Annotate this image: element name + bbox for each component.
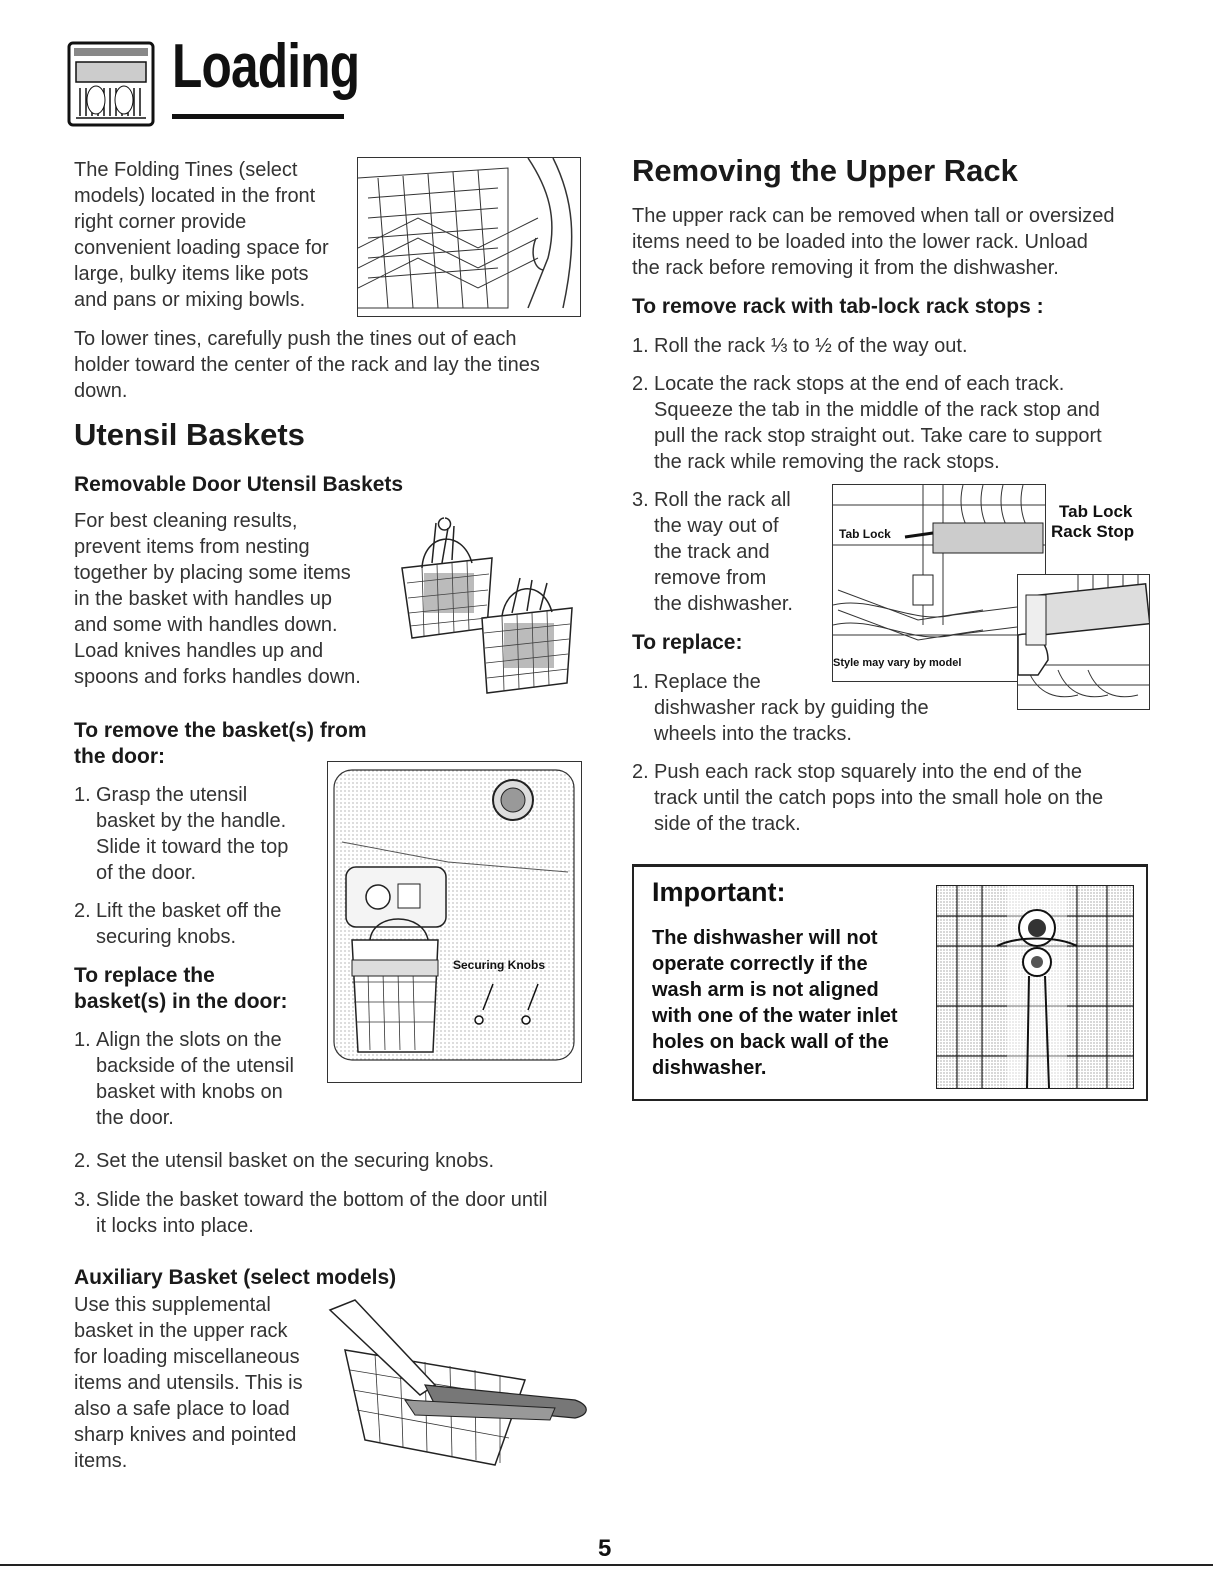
title-underline — [172, 114, 344, 119]
dishwasher-icon — [66, 40, 156, 128]
footer-rule — [0, 1564, 1213, 1566]
replace-basket-heading: To replace the basket(s) in the door: — [74, 964, 288, 1013]
replace-step-1: 1. Align the slots on the backside of the utensil basket with knobs on the door. — [74, 1029, 294, 1129]
utensil-baskets-heading: Utensil Baskets — [74, 417, 305, 452]
important-title: Important: — [652, 877, 786, 907]
utensil-basket-figure — [392, 508, 587, 718]
upper-rack-intro: The upper rack can be removed when tall or oversized items need to be loaded into the lower rack. Unload the rack before removing it from the dishwasher. — [632, 205, 1115, 279]
replace-step-3: 3. Slide the basket toward the bottom of the door until it locks into place. — [74, 1189, 548, 1237]
folding-tines-intro: The Folding Tines (select models) located in the front right corner provide convenient loading space for large, bulky items like pots and pans or mixing bowls. — [74, 159, 329, 311]
rack-remove-step-2: 2. Locate the rack stops at the end of each track. Squeeze the tab in the middle of the rack stop and pull the rack stop straight out. Take care to support the rack while removing the rack stops. — [632, 373, 1102, 473]
important-box — [632, 864, 1148, 1101]
page-title: Loading — [172, 32, 360, 101]
replace-step-2: 2. Set the utensil basket on the securing knobs. — [74, 1150, 495, 1172]
rack-stop-detail-figure — [1017, 574, 1150, 710]
lower-tines-text: To lower tines, carefully push the tines out of each holder toward the center of the rack and lay the tines down. — [74, 328, 540, 402]
removing-upper-rack-heading: Removing the Upper Rack — [632, 153, 1018, 188]
rack-remove-step-3: 3. Roll the rack all the way out of the track and remove from the dishwasher. — [632, 489, 793, 615]
auxiliary-basket-text: Use this supplemental basket in the upper rack for loading miscellaneous items and utensils. This is also a safe place to load sharp knives and pointed items. — [74, 1294, 303, 1472]
folding-tines-figure — [357, 157, 581, 317]
rack-replace-step-1: 1. Replace the dishwasher rack by guiding the wheels into the tracks. — [632, 671, 929, 745]
door-figure — [327, 761, 582, 1083]
rack-replace-heading: To replace: — [632, 631, 743, 654]
securing-knobs-label: Securing Knobs — [453, 958, 546, 972]
auxiliary-basket-figure — [325, 1290, 595, 1480]
style-note-label: Style may vary by model — [833, 657, 962, 669]
tab-lock-label: Tab Lock — [839, 527, 891, 541]
important-text: The dishwasher will not operate correctly if the wash arm is not aligned with one of the water inlet holes on back wall of the dishwasher. — [652, 927, 898, 1079]
page-number: 5 — [598, 1535, 612, 1562]
auxiliary-basket-heading: Auxiliary Basket (select models) — [74, 1266, 397, 1289]
rack-replace-step-2: 2. Push each rack stop squarely into the end of the track until the catch pops into the small hole on the side of the track. — [632, 761, 1104, 835]
remove-basket-heading: To remove the basket(s) from the door: — [74, 719, 367, 768]
tab-lock-rack-stop-label: Tab Lock Rack Stop — [1051, 502, 1135, 541]
rack-remove-step-1: 1. Roll the rack ⅓ to ½ of the way out. — [632, 335, 968, 357]
tablock-heading: To remove rack with tab-lock rack stops : — [632, 295, 1044, 318]
remove-step-1: 1. Grasp the utensil basket by the handle. Slide it toward the top of the door. — [74, 784, 289, 884]
wash-arm-figure — [936, 885, 1134, 1089]
door-baskets-text: For best cleaning results, prevent items from nesting together by placing some items in the basket with handles up and some with handles down. Load knives handles up and spoons and forks handles down. — [74, 510, 361, 688]
remove-step-2: 2. Lift the basket off the securing knobs. — [74, 900, 282, 948]
door-baskets-heading: Removable Door Utensil Baskets — [74, 473, 404, 496]
rack-stop-figure — [832, 484, 1046, 682]
